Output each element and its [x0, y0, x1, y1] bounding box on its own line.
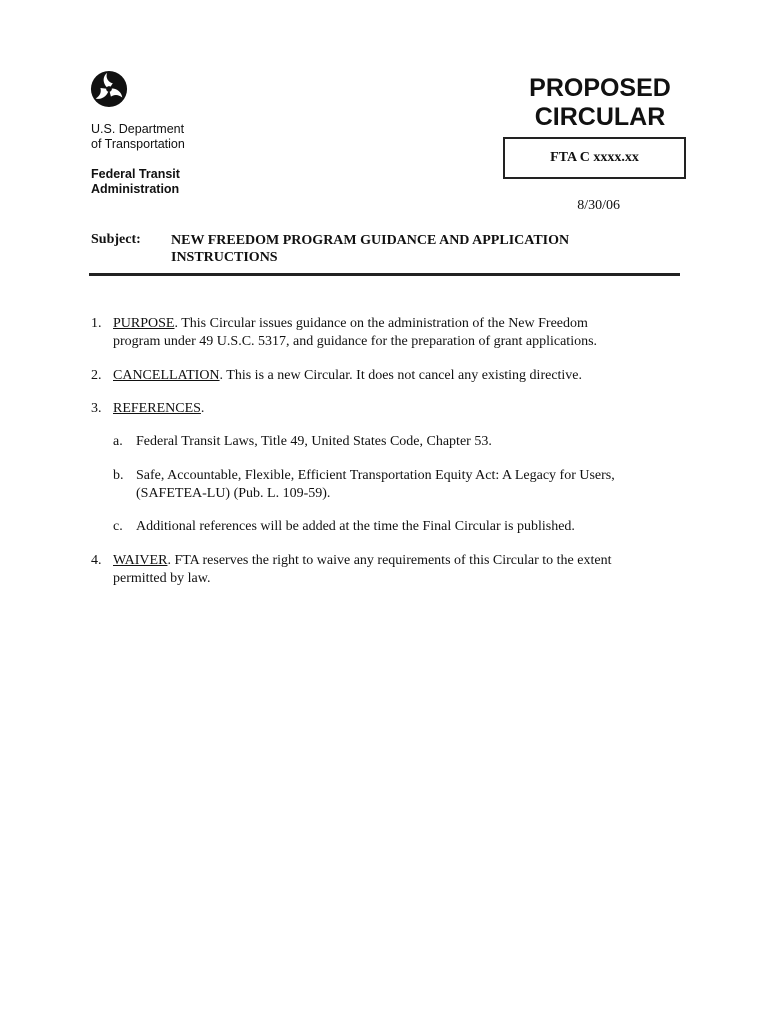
- item-text: . FTA reserves the right to waive any requirements of this Circular to the extent: [167, 553, 612, 568]
- subject-line-1: NEW FREEDOM PROGRAM GUIDANCE AND APPLICATION: [171, 233, 570, 248]
- sub-item-text: Federal Transit Laws, Title 49, United States Code, Chapter 53.: [136, 434, 492, 449]
- title-line-2: CIRCULAR: [534, 103, 666, 131]
- subject-text: [171, 232, 651, 266]
- item-text: . This is a new Circular. It does not cancel any existing directive.: [219, 368, 583, 383]
- subject-label: Subject:: [91, 232, 141, 247]
- item-text-cont: program under 49 U.S.C. 5317, and guidance for the preparation of grant applications.: [113, 334, 598, 349]
- sub-item-letter: c.: [113, 519, 123, 534]
- document-title: [500, 74, 700, 132]
- sub-item-a: [113, 433, 673, 451]
- circular-number-box: [503, 137, 686, 179]
- item-heading: PURPOSE: [113, 316, 175, 331]
- sub-item-text: Safe, Accountable, Flexible, Efficient Transportation Equity Act: A Legacy for Users,: [136, 468, 615, 483]
- sub-item-b: [113, 467, 673, 503]
- administration-name: [91, 167, 180, 197]
- sub-item-text-cont: (SAFETEA-LU) (Pub. L. 109-59).: [136, 486, 331, 501]
- dot-triskelion-logo-icon: [90, 70, 128, 108]
- item-number: 1.: [91, 316, 102, 331]
- list-item-references: [91, 400, 671, 418]
- document-date: 8/30/06: [577, 198, 620, 213]
- item-heading: WAIVER: [113, 553, 168, 568]
- sub-item-c: [113, 518, 673, 536]
- header-divider: [89, 273, 680, 276]
- item-number: 3.: [91, 401, 102, 416]
- circular-number: FTA C xxxx.xx: [550, 150, 639, 165]
- admin-line-2: Administration: [91, 182, 180, 196]
- department-name: [91, 122, 185, 152]
- dept-line-2: of Transportation: [91, 137, 185, 151]
- subject-line-2: INSTRUCTIONS: [171, 250, 278, 265]
- list-item-waiver: [91, 552, 671, 588]
- item-text: . This Circular issues guidance on the administration of the New Freedom: [174, 316, 588, 331]
- sub-item-letter: a.: [113, 434, 123, 449]
- item-heading: CANCELLATION: [113, 368, 220, 383]
- item-number: 4.: [91, 553, 102, 568]
- sub-item-text: Additional references will be added at the time the Final Circular is published.: [136, 519, 575, 534]
- list-item-cancellation: [91, 367, 671, 385]
- sub-item-letter: b.: [113, 468, 124, 483]
- list-item-purpose: [91, 315, 671, 351]
- dept-line-1: U.S. Department: [91, 122, 185, 136]
- title-line-1: PROPOSED: [529, 74, 671, 102]
- admin-line-1: Federal Transit: [91, 167, 180, 181]
- item-number: 2.: [91, 368, 102, 383]
- item-text: .: [200, 401, 205, 416]
- item-text-cont: permitted by law.: [113, 571, 211, 586]
- item-heading: REFERENCES: [113, 401, 201, 416]
